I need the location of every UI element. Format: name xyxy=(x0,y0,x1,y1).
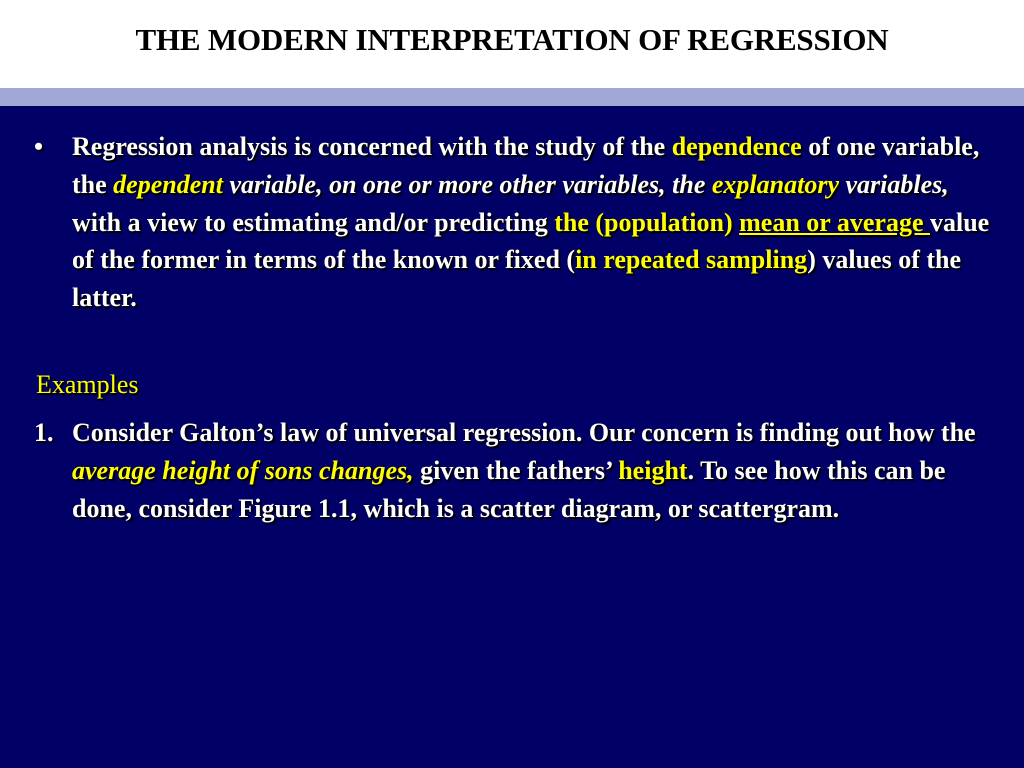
header-divider-band xyxy=(0,88,1024,106)
example-text: given the fathers’ xyxy=(413,455,619,485)
highlight-dependent: dependent xyxy=(113,169,223,199)
bullet-text: of one variable, the xyxy=(72,132,980,199)
italic-text: variable, on one or more other variables, the xyxy=(222,169,712,199)
example-item-1 xyxy=(34,414,1002,527)
highlight-height: height xyxy=(618,455,688,485)
italic-text: variables, xyxy=(838,169,949,199)
bullet-text: value of the former in terms of the known or fixed ( xyxy=(72,207,990,275)
highlight-repeated-sampling: in repeated sampling xyxy=(575,245,808,275)
bullet-marker: • xyxy=(34,132,44,161)
example-text: Consider Galton’s law of universal regression. Our concern is finding out how the xyxy=(72,418,976,447)
highlight-dependence: dependence xyxy=(671,132,802,161)
example-text: . To see how this can be done, consider Figure 1.1, which is a scatter diagram, or scattergram. xyxy=(72,455,946,523)
slide-title: THE MODERN INTERPRETATION OF REGRESSION xyxy=(135,22,889,57)
highlight-explanatory: explanatory xyxy=(711,169,839,199)
slide-header xyxy=(0,0,1024,88)
bullet-regression-definition xyxy=(34,128,1002,317)
highlight-population: the (population) xyxy=(554,207,740,237)
bullet-text: Regression analysis is concerned with the study of the xyxy=(72,132,672,161)
highlight-average-height: average height of sons changes, xyxy=(72,455,414,485)
slide-body xyxy=(0,106,1024,768)
examples-heading: Examples xyxy=(36,370,139,399)
bullet-text: with a view to estimating and/or predicting xyxy=(72,207,555,237)
highlight-mean-or-average: mean or average xyxy=(739,207,930,237)
bullet-text: ) values of the latter. xyxy=(72,245,962,313)
example-number: 1. xyxy=(34,418,54,447)
